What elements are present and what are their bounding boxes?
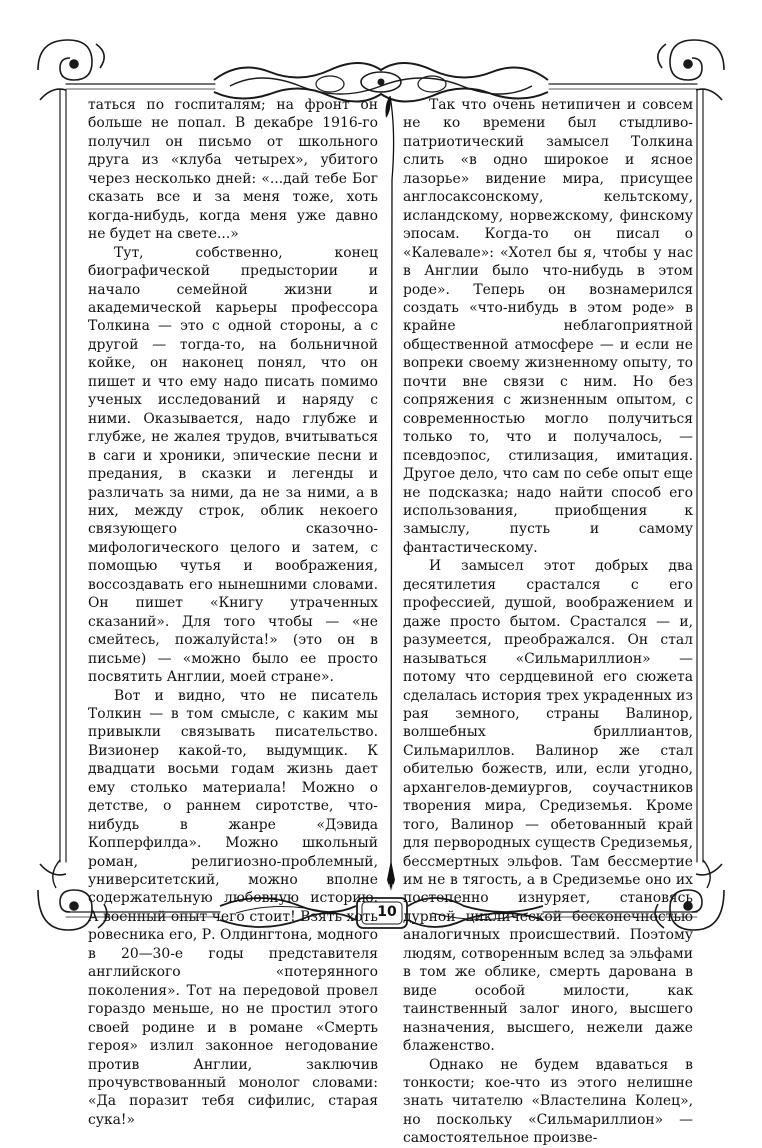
paragraph: Тут, собственно, конец биографической предыстории и начало семейной жизни и академической карьеры профессора Толкина — это с одной стороны, а с другой — тогда-то, на больничной койке, он наконец понял, что он пишет и что ему надо писать помимо ученых исследований и наряду с ними. Оказывается, надо глубже и глубже, не жалея трудов, вчитываться в саги и хроники, эпические песни и предания, в сказки и легенды и различать за ними, да не за ними, а в них, между строк, облик некоего связующего сказочно-мифологического целого и затем, с помощью чутья и воображения, воссоздавать его нынешними словами. Он пишет «Книгу утраченных сказаний». Для того чтобы — «не смейтесь, пожалуйста!» (это он в письме) — «можно было ее просто посвятить Англии, моей стране». — [88, 244, 378, 686]
right-column — [403, 96, 693, 1148]
paragraph: таться по госпиталям; на фронт он больше не попал. В декабре 1916-го получил он письмо от школьного друга из «клуба четырех», убитого через несколько дней: «...дай тебе Бог сказать все и за меня тоже, хоть когда-нибудь, когда меня уже давно не будет на свете...» — [88, 97, 378, 243]
paragraph: Так что очень нетипичен и совсем не ко времени был стыдливо-патриотический замысел Толкина слить «в одно широкое и ясное лазорье» видение мира, присущее англосаксонскому, кельтскому, исландскому, норвежскому, финскому эпосам. Когда-то он писал о «Калевале»: «Хотел бы я, чтобы у нас в Англии было что-нибудь в этом роде». Теперь он вознамерился создать «что-нибудь в этом роде» в крайне неблагоприятной общественной атмосфере — и если не вопреки своему жизненному опыту, то почти вне связи с ним. Но без сопряжения с жизненным опытом, с современностью могло получиться только то, что и получалось, — псевдоэпос, стилизация, имитация. Другое дело, что сам по себе опыт еще не подсказка; надо найти способ его использования, приобщения к замыслу, пусть и самому фантастическому. — [403, 97, 693, 556]
paragraph: Вот и видно, что не писатель Толкин — в том смысле, с каким мы привыкли связывать писательство. Визионер какой-то, выдумщик. К двадцати восьми годам жизнь дает ему столько материала! Можно о детстве, о раннем сиротстве, что-нибудь в жанре «Дэвида Копперфилда». Можно школьный роман, религиозно-проблемный, университетский, можно вполне содержательную любовную историю. А военный опыт чего стоит! Взять хоть ровесника его, Р. Олдингтона, модного в 20—30-е годы представителя английского «потерянного поколения». Тот на передовой провел гораздо меньше, но не простил этого своей родине и в романе «Смерть героя» излил законное негодование против Англии, заключив прочувствованный монолог словами: «Да поразит тебя сифилис, старая сука!» — [88, 687, 378, 1128]
corner-flourish-icon — [658, 40, 724, 100]
left-column — [88, 96, 378, 1129]
page-number: 10 — [377, 904, 397, 920]
corner-flourish-icon — [38, 40, 104, 100]
paragraph: Однако не будем вдаваться в тонкости; кое-что из этого нелишне знать читателю «Властелина Колец», но поскольку «Сильмариллион» — самостоятельное произве- — [403, 1056, 693, 1147]
quill-pen-divider-icon — [386, 96, 396, 892]
paragraph: И замысел этот добрых два десятилетия срастался с его профессией, душой, воображением и даже просто бытом. Срастался — и, разумеется, преображался. Он стал называться «Сильмариллион» — потому что сердцевиной его сюжета сделалась история трех украденных из рая земного, страны Валинор, волшебных бриллиантов, Сильмариллов. Валинор же стал обителью божеств, или, если угодно, архангелов-демиургов, соучастников творения мира, Средиземья. Кроме того, Валинор — обетованный край для первородных существ Средиземья, бессмертных эльфов. Там бессмертие им не в тягость, а в Средиземье оно их постепенно изнуряет, становясь дурной циклической бесконечностью аналогичных происшествий. Поэтому людям, сотворенным вслед за эльфами в том же облике, смерть дарована в виде особой милости, как таинственный залог иного, высшего назначения, высшего, нежели даже блаженство. — [403, 558, 693, 1055]
